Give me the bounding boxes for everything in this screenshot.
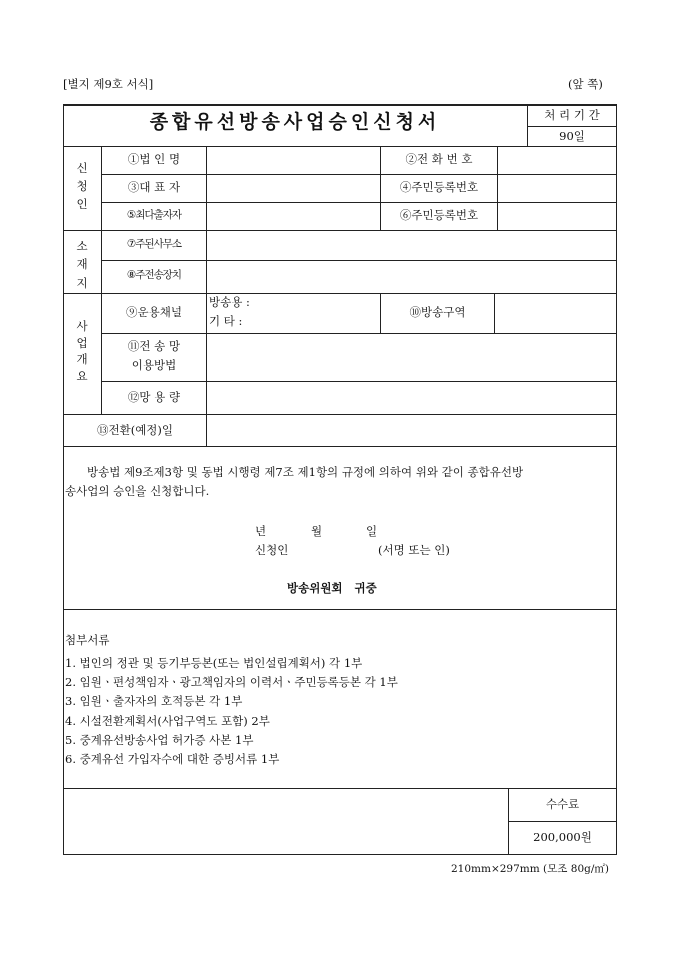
list-item: 2. 임원ㆍ편성책임자ㆍ광고책임자의 이력서ㆍ주민등록등본 각 1부	[65, 675, 398, 690]
main-office-label: ⑦주된사무소	[126, 238, 182, 250]
paper-spec: 210mm×297mm (모조 80g/㎡)	[451, 863, 609, 875]
fee-label: 수수료	[545, 797, 580, 811]
list-item: 5. 중계유선방송사업 허가증 사본 1부	[65, 732, 254, 747]
location-section-label: 소 재 지	[76, 239, 88, 290]
list-item: 1. 법인의 정관 및 등기부등본(또는 법인설립계획서) 각 1부	[65, 656, 363, 670]
broadcast-area-label: ⑩방송구역	[409, 305, 466, 319]
main-office-field[interactable]	[207, 231, 616, 260]
largest-investor-field[interactable]	[207, 203, 380, 230]
transmission-method-label-2: 이용방법	[131, 358, 177, 372]
attachments-list	[65, 654, 398, 769]
applicant-sign-label: 신청인	[255, 543, 289, 557]
addressee: 방송위원회 귀중	[287, 581, 377, 595]
broadcast-area-field[interactable]	[495, 294, 616, 333]
representative-field[interactable]	[207, 175, 380, 202]
rrn-field[interactable]	[498, 175, 616, 202]
conversion-date-label: ⑬전환(예정)일	[96, 423, 174, 437]
representative-label: ③대 표 자	[127, 180, 181, 194]
front-side-label: (앞 쪽)	[568, 77, 603, 91]
list-item: 3. 임원ㆍ출자자의 호적등본 각 1부	[65, 694, 243, 709]
channel-label: ⑨운용채널	[126, 305, 182, 319]
page-title: 종합유선방송사업승인신청서	[149, 111, 441, 133]
statement-line-1: 방송법 제9조제3항 및 동법 시행령 제7조 제1항의 규정에 의하여 위와 같이 종합유선방	[87, 465, 524, 479]
largest-investor-label: ⑤최다출자자	[126, 209, 182, 221]
processing-period-label: 처 리 기 간	[544, 108, 600, 122]
transmission-method-field[interactable]	[207, 334, 616, 381]
business-section-label: 사 업 개 요	[76, 319, 88, 384]
rrn-label: ④주민등록번호	[399, 180, 479, 194]
attachments-title: 첨부서류	[65, 633, 110, 647]
broadcast-use-label: 방송용 :	[209, 295, 250, 309]
date-day-label: 일	[366, 524, 378, 538]
phone-field[interactable]	[498, 147, 616, 174]
corp-name-label: ①법 인 명	[127, 152, 181, 166]
conversion-date-field[interactable]	[207, 415, 616, 446]
processing-period-value: 90일	[559, 129, 585, 143]
capacity-field[interactable]	[207, 382, 616, 414]
list-item: 6. 중계유선 가입자수에 대한 증빙서류 1부	[65, 752, 280, 767]
phone-label: ②전 화 번 호	[405, 152, 473, 166]
date-year-label: 년	[255, 524, 267, 538]
fee-amount: 200,000원	[533, 830, 592, 844]
list-item: 4. 시설전환계획서(사업구역도 포함) 2부	[65, 713, 270, 728]
corp-name-field[interactable]	[207, 147, 380, 174]
date-month-label: 월	[311, 524, 323, 538]
statement-line-2: 송사업의 승인을 신청합니다.	[65, 484, 210, 498]
other-use-label: 기 타 :	[209, 314, 243, 328]
main-transmission-field[interactable]	[207, 261, 616, 293]
transmission-method-label-1: ⑪전 송 망	[127, 339, 181, 353]
investor-rrn-label: ⑥주민등록번호	[399, 208, 479, 222]
form-number-label: [별지 제9호 서식]	[63, 77, 154, 91]
applicant-section-label: 신 청 인	[76, 161, 88, 211]
capacity-label: ⑫망 용 량	[127, 390, 181, 404]
signature-label: (서명 또는 인)	[378, 543, 450, 557]
main-transmission-label: ⑧주전송장치	[126, 269, 182, 281]
investor-rrn-field[interactable]	[498, 203, 616, 230]
